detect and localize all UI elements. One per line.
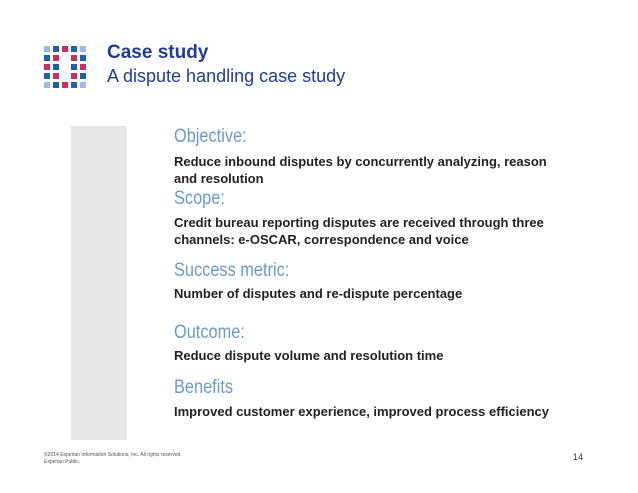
objective-body: Reduce inbound disputes by concurrently analyzing, reason and resolution bbox=[174, 154, 547, 186]
classification-text: Experian Public. bbox=[44, 459, 81, 465]
slide-subtitle: A dispute handling case study bbox=[107, 66, 346, 86]
experian-dot-logo-icon bbox=[44, 46, 86, 88]
benefits-body: Improved customer experience, improved process efficiency bbox=[174, 404, 549, 419]
outcome-body: Reduce dispute volume and resolution time bbox=[174, 348, 444, 363]
page-number: 14 bbox=[572, 452, 583, 462]
success-metric-heading: Success metric: bbox=[174, 260, 290, 281]
footer-copyright-block bbox=[44, 452, 182, 466]
scope-body: Credit bureau reporting disputes are received through three channels: e-OSCAR, correspondence and voice bbox=[174, 215, 544, 247]
benefits-heading: Benefits bbox=[174, 377, 234, 398]
objective-heading: Objective: bbox=[174, 126, 247, 147]
success-metric-body: Number of disputes and re-dispute percentage bbox=[174, 286, 463, 301]
copyright-text: ©2014 Experian Information Solutions, Inc. All rights reserved. bbox=[44, 452, 182, 458]
scope-heading: Scope: bbox=[174, 188, 225, 209]
outcome-heading: Outcome: bbox=[174, 322, 245, 343]
slide-title: Case study bbox=[107, 42, 209, 63]
image-placeholder-panel bbox=[71, 126, 127, 440]
